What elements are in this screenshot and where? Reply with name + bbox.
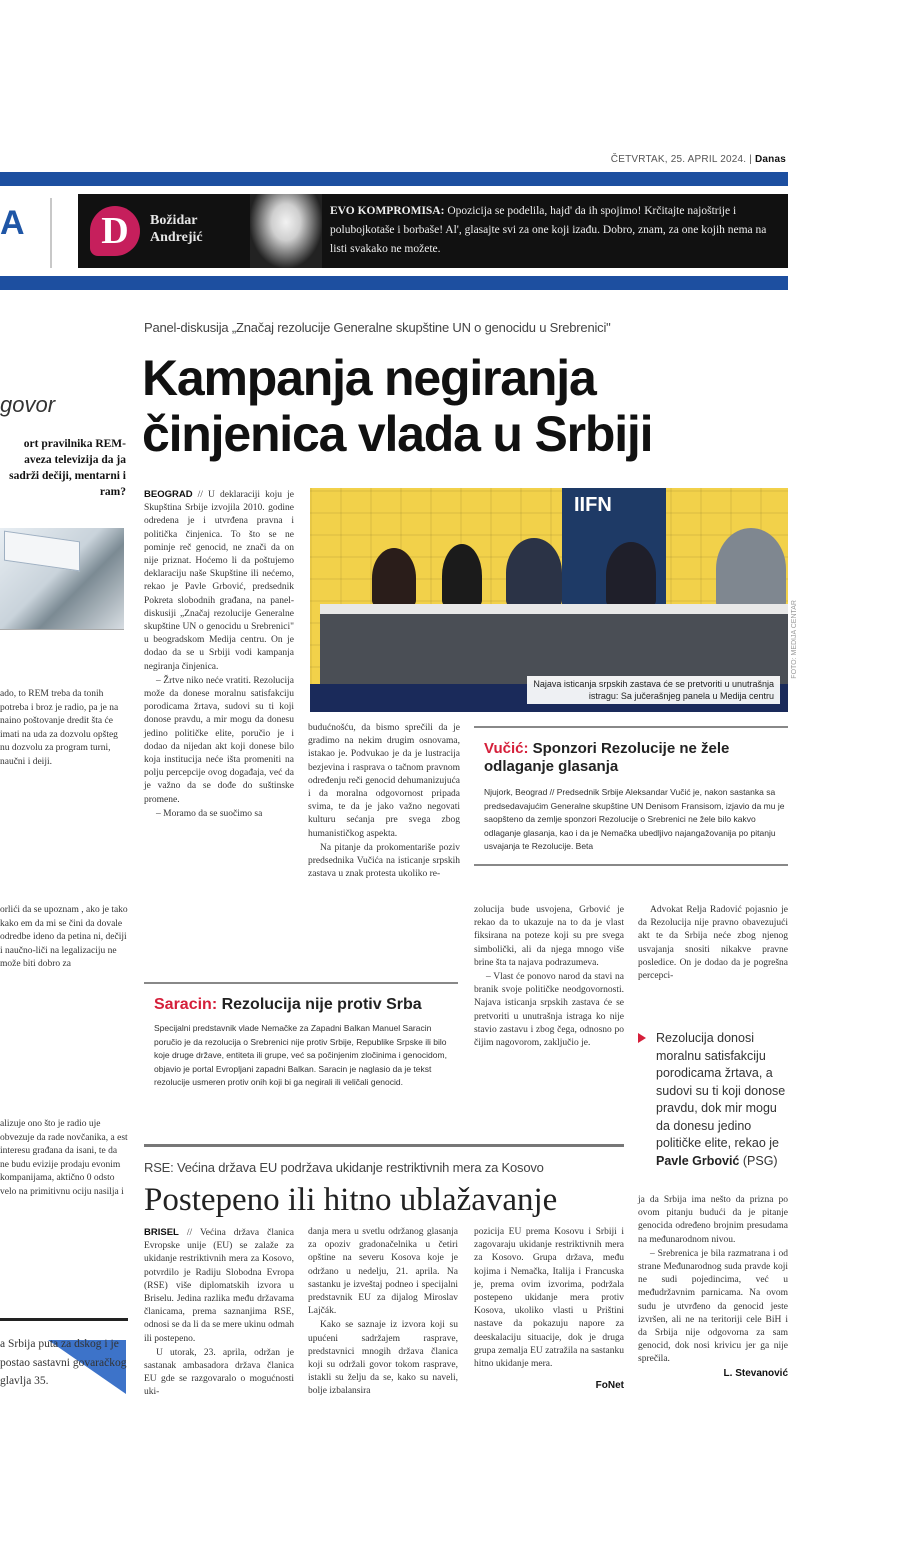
box-body: Njujork, Beograd // Predsednik Srbije Aleksandar Vučić je, nakon sastanka sa predsedavajućim Generalne skupštine UN Denisom Fransisom, izjavio da mu je saopšteno da zemlje sponzori Rezolucije o Srebrenici ne žele bilo kakvo odlaganje glasanja, kao i da je Nemačka ubedljivo najangažovanija po pitanju usvajanja te Rezolucije. Beta xyxy=(484,787,785,851)
article-paragraph: – Žrtve niko neće vratiti. Rezolucija može da donese moralnu satisfakciju porodicama žrtava, sudovi su ti koji donose pravdu, a mir mogu da donesu jedino političke elite, poručio je i dodao da nijedan akt koji donese bilo koja institucija neće išta promeniti na polju percepcije ovog događaja, već da je važno da se dođe do suštinske promene. xyxy=(144,675,294,805)
article-kicker: Panel-diskusija „Značaj rezolucije Generalne skupštine UN o genocidu u Srebrenici" xyxy=(144,320,611,335)
photo-credit: FOTO: MEDIJA CENTAR xyxy=(791,600,798,679)
box-bottom-rule xyxy=(474,864,788,866)
box-label: Saracin: xyxy=(154,996,218,1013)
issue-dateline xyxy=(611,154,786,165)
box-top-rule xyxy=(474,726,788,728)
panelist-2 xyxy=(442,544,482,608)
article-column-1 xyxy=(144,488,294,821)
header-blue-bar-bottom xyxy=(0,276,788,290)
box-body: Specijalni predstavnik vlade Nemačke za Zapadni Balkan Manuel Saracin poručio je da rezolucija o Srebrenici nije protiv Srbije, Republike Srpske ili bilo koje druge države, entiteta ili grupe, već sa počinjenim zločinima i genocidom, objavio je portal Evropljani zapadni Balkan. Saracin je naglasio da je tekst rezolucije usmeren protiv onih koji bi ga negirali ili veličali genocid. xyxy=(154,1023,447,1087)
panel-table-top xyxy=(320,604,788,614)
left-column-text-2: orlići da se upoznam , ako je tako kako em da mi se čini da dovale odredbe ideno da petina ni, dečiji i naučno-liči na legalizaciju ne može biti dobro za xyxy=(0,905,128,969)
quote-text-wrap xyxy=(656,1030,788,1170)
danas-logo-icon: D xyxy=(90,206,140,256)
second-article-rule xyxy=(144,1144,624,1147)
photo-caption xyxy=(527,676,780,704)
second-article-column-2 xyxy=(308,1226,458,1399)
article-paragraph: – Srebrenica je bila razmatrana i od strane Međunarodnog suda pravde koji ne sudi pojedincima, već u međudržavnim parnicama. Na ovom sudu je utvrđeno da genocid jeste izvršen, ali ne na teritoriji cele BiH i da Srbija nije odgovorna za sam genocid, dok nosi krivicu jer ga nije sprečila. xyxy=(638,1248,788,1365)
publication-name: Danas xyxy=(754,154,786,165)
article-column-4 xyxy=(638,904,788,983)
columnist-promo-banner[interactable] xyxy=(78,194,788,268)
left-column-text-1: ado, to REM treba da tonih potreba i broz je radio, pa je na naino poštovanje dredit šta će imati na uda za dozvolu opšteg nu dozvolu za program turni, naučni i deiji. xyxy=(0,689,119,767)
second-article-headline: Postepeno ili hitno ublažavanje xyxy=(144,1182,558,1218)
caption-line-2: istragu: Sa jučerašnjeg panela u Medija centru xyxy=(588,691,774,701)
columnist-photo xyxy=(250,194,322,268)
caption-line-1: Najava isticanja srpskih zastava će se pretvoriti u unutrašnja xyxy=(533,679,774,689)
columnist-last-name: Andrejić xyxy=(150,230,203,245)
second-article-column-1 xyxy=(144,1226,294,1400)
article-dateline: BRISEL xyxy=(144,1227,179,1238)
left-column-image xyxy=(0,528,124,630)
article-dateline: BEOGRAD xyxy=(144,489,193,500)
promo-text xyxy=(330,202,782,259)
quote-arrow-icon xyxy=(638,1033,646,1043)
article-paragraph: Kako se saznaje iz izvora koji su upućeni sadržajem rasprave, predstavnici mnogih država članica koji su održali govor tokom rasprave, istakli su želju da se, kako su naveli, bolje izbalansira xyxy=(308,1320,458,1397)
article-paragraph: pozicija EU prema Kosovu i Srbiji i zagovaraju ukidanje restriktivnih mera za Kosovo. Grupa država, među kojima i Nemačka, Italija i Francuska je, prema ovim izvorima, podržala postepeno ukidanje mera protiv Kosova, ukoliko vlasti u Prištini nastave da pokazuju napore za deeskalaciju situacije, dok je druga grupa zemalja EU zatražila na sastanku hitno ukidanje mera. xyxy=(474,1227,624,1370)
article-paragraph: zolucija bude usvojena, Grbović je rekao da to ukazuje na to da je vlast fiksirana na poteze koji su pre svega simbolički, ali da njega mnogo više brine šta ta najava podrazumeva. xyxy=(474,905,624,968)
columnist-first-name: Božidar xyxy=(150,213,198,228)
columnist-name xyxy=(150,212,203,246)
article-column-3 xyxy=(474,904,624,1050)
issue-date: ČETVRTAK, 25. APRIL 2024. xyxy=(610,154,747,165)
saracin-sidebar-box xyxy=(144,982,458,1090)
box-label: Vučić: xyxy=(484,740,529,757)
quote-text: Rezolucija donosi moralnu satisfakciju porodicama žrtava, a sudovi su ti koji donose pravdu, dok mir mogu da donesu jedino političke elite, rekao je xyxy=(656,1031,786,1150)
main-article-signature: L. Stevanović xyxy=(723,1367,788,1379)
article-paragraph: ja da Srbija ima nešto da prizna po ovom pitanju budući da je pitanje genocida određeno brojnim presudama na međunarodnom nivou. xyxy=(638,1195,788,1245)
box-title-text: Sponzori Rezolucije ne žele odlaganje glasanja xyxy=(484,740,730,775)
article-paragraph: budućnošću, da bismo sprečili da je gradimo na nekim drugim osnovama, istakao je. Podvukao je da je lustracija bezjevina i rasprava o tačnom pravnom određenju reči genocid dehumanizujuća i da moralna odgovornost pripada svima, te da je jako važno negovati kulturu sećanja pre svega zbog humanističkog aspekta. xyxy=(308,723,460,839)
second-article-column-3 xyxy=(474,1226,624,1392)
left-column-rule xyxy=(0,1318,128,1321)
quote-affiliation: (PSG) xyxy=(742,1153,778,1168)
promo-body: Opozicija se podelila, hajd' da ih spojimo! Krčitajte najoštrije i polubojkotaše i borbaše! Al', glasajte svi za one koji izađu. Dobro, znam, za one kojih nema na listi svakako ne možete. xyxy=(330,205,767,255)
article-paragraph: danja mera u svetlu održanog glasanja za opoziv gradonačelnika u četiri opštine na severu Kosova koje je održano u nedelju, 21. aprila. Na sastanku je izveštaj podneo i specijalni predstavnik EU za dijalog Miroslav Lajčák. xyxy=(308,1227,458,1317)
article-paragraph: – Moramo da se suočimo sa xyxy=(156,808,263,819)
panelist-4 xyxy=(606,542,656,608)
left-column-text-3: alizuje ono što je radio uje obvezuje da rade novčanika, a est interesu građana da isani, te da ne budu evizije prodaju evonim kompanijama, aktično 0 odsto velo na primitivnu ociju nasilja i xyxy=(0,1119,128,1197)
article-paragraph: Advokat Relja Radović pojasnio je da Rezolucija nije pravno obavezujući akt te da Srbija neće zbog njenog usvajanja snositi nikakve pravne posledice. On je dodao da je pogrešna percepci- xyxy=(638,905,788,982)
box-title xyxy=(144,996,458,1014)
promo-lead: EVO KOMPROMISA: xyxy=(330,205,445,217)
panelist-5 xyxy=(716,528,786,610)
box-title-text: Rezolucija nije protiv Srba xyxy=(221,996,422,1013)
quote-speaker: Pavle Grbović xyxy=(656,1153,740,1168)
second-article-signature: FoNet xyxy=(595,1380,624,1392)
left-column-bottom-text: a Srbija puta za dskog i je postao sastavni govaračkog glavlja 35. xyxy=(0,1338,127,1387)
panel-table-front xyxy=(320,614,788,684)
building-sign-graphic xyxy=(4,531,80,572)
article-paragraph xyxy=(144,488,294,674)
headline-line-1: Kampanja negiranja xyxy=(142,350,596,406)
left-column-heading: govor xyxy=(0,392,56,417)
left-column-teaser: ort pravilnika REM-aveza televizija da ja sadrži dečiji, mentarni i ram? xyxy=(9,438,126,498)
second-article-kicker: RSE: Većina država EU podržava ukidanje restriktivnih mera za Kosovo xyxy=(144,1160,544,1175)
article-paragraph: Na pitanje da prokomentariše poziv predsednika Vučića na isticanje srpskih zastava u znak protesta ukoliko re- xyxy=(308,842,460,880)
panel-discussion-photo xyxy=(310,488,788,712)
article-column-2 xyxy=(308,722,460,881)
article-paragraph xyxy=(144,1226,294,1346)
paragraph-text: // U deklaraciji koju je Skupština Srbije izvojila 2010. godine odredena je i utvrđena pravna i politička činjenica. To što se ne pominje reč genocid, ne znači da on nije priznat. Hoćemo li da poštujemo deklaraciju naše Skupštine ili nećemo, rekao je Pavle Grbović, predsednik Pokreta slobodnih građana, na panel-diskusiji „Značaj rezolucije Generalne skupštine UN o genocidu u Srebrenici" u beogradskom Medija centru. On je dodao da se u Srbiji vodi kampanja negiranja činjenica. xyxy=(144,490,294,672)
headline-line-2: činjenica vlada u Srbiji xyxy=(142,406,653,462)
pull-quote xyxy=(638,1030,788,1170)
article-column-4-continued xyxy=(638,1194,788,1380)
article-paragraph: U utorak, 23. aprila, održan je sastanak ambasadora država članica EU gde se razgovaralo o mogućnosti uki- xyxy=(144,1347,294,1398)
article-paragraph: – Vlast će ponovo narod da stavi na branik svoje političke neodgovornosti. Najava isticanja srpskih zastava će se pretvoriti u unutrašnja istraga ko nije stavio zastavu i zbog čega, odnosno po čijim nagovorom, zaključio je. xyxy=(474,972,624,1049)
paragraph-text: // Većina država članica Evropske unije (EU) se zalaže za ukidanje restriktivnih mera za Kosovo, potvrdilo je Radiju Slobodna Evropa (RSE) više diplomatskih izvora u Briselu. Jedina razlika među državama članicama, prema saznanjima RSE, odnosi se da li da se mere ukinu odmah ili postepeno. xyxy=(144,1228,294,1344)
box-title xyxy=(474,740,788,776)
box-top-rule xyxy=(144,982,458,984)
panelist-3 xyxy=(506,538,562,608)
header-blue-bar-top xyxy=(0,172,788,186)
section-divider xyxy=(50,198,52,268)
panelist-1 xyxy=(372,548,416,608)
section-letter: A xyxy=(0,204,25,242)
article-headline xyxy=(142,350,652,462)
dateline-separator: | xyxy=(749,154,755,165)
banner-logo: IIFN xyxy=(574,494,612,516)
vucic-sidebar-box xyxy=(474,726,788,866)
